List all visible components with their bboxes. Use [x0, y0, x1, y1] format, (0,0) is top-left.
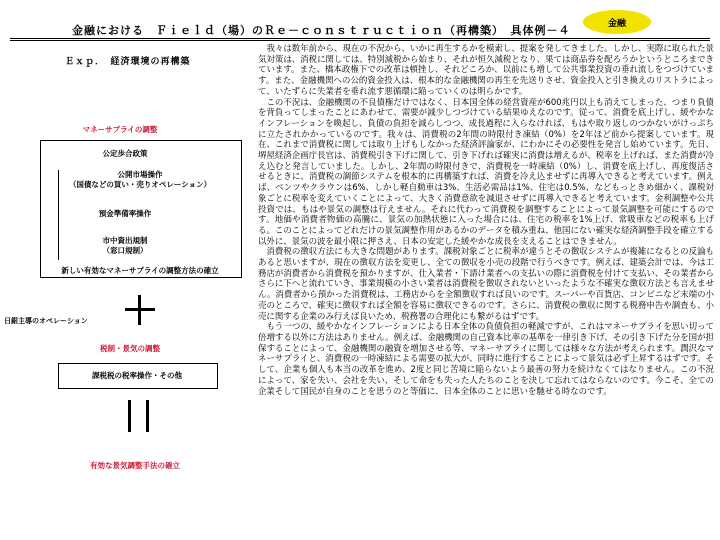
body-paragraph: 我々は数年前から、現在の不況から、いかに再生するかを模索し、提案を発してきました。しかし、実際に取られた景気対策は、消税に関しては、特別減税から始まり、それが恒久減税となり、果ては商品券を配ろうかというところまできています。また、橋本政権下での改革は頓挫し、それどころか、以前にも増して公共事業投資の垂れ流しをつづけています。また、金融機関への公的資金投入は、根本的な金融機関の再生を先送りさせ、資金投入と引き換えのリストラによって、いたずらに失業者を垂れ流す悪循環に陥っていくのは明らかです。 — [258, 43, 714, 96]
node-lending-regulation-sub: （窓口規制） — [102, 246, 148, 255]
plus-icon-bar-v — [138, 295, 141, 325]
example-label: Ｅｘｐ． 経済環境の再構築 — [65, 57, 191, 67]
boj-operation-label: 日銀主導のオペレーション — [4, 317, 88, 325]
body-paragraph: 消費税の徴収方法にも大きな問題があります。課税対象ごとに税率が違うとその徴収システムが複雑になるとの反論もあると思いますが、現在の徴収方法を変更し、全ての徴収を小売の段階で行うべきです。例えば、建築会計では、今は工務店が消費者から消費税を預かりますが、仕入業者・下請け業者への支払いの際に消費税を付けて支払い、その業者からさらに下へと流れていき、事業規模の小さい業者は消費税を徴収されないといったような不確実な徴収方法とも言えません。消費者から預かった消費税は、工務店からを全額徴収すれば良いのです。スーパーや百貨店、コンビニなど末端の小売のところで、確実に徴収すれば全額を容易に徴収できるのです。さらに、消費税の徴収に関する税務申告や調査も、小売に関する企業のみ行えば良いため、税務署の合理化にも繋がるはずです。 — [258, 246, 714, 321]
node-open-market-label: 公開市場操作 — [117, 170, 163, 179]
page-title: 金融における Ｆｉｅｌｄ（場）のＲｅ－ｃｏｎｓｔｒｕｃｔｉｏｎ（再構築） 具体例－４ — [72, 24, 571, 37]
category-badge: 金融 — [583, 10, 651, 34]
node-open-market — [45, 170, 235, 190]
equals-icon-bar-left — [128, 400, 131, 432]
node-lending-regulation-label: 市中資出規制 — [102, 236, 148, 245]
node-reserve-ratio-label: 預金準備率操作 — [98, 209, 152, 218]
node-open-market-sub: （国債などの買い・売りオペレーション） — [68, 180, 212, 189]
section-effective-method: 有効な景気調整手法の確立 — [90, 461, 180, 470]
header-divider-lower — [10, 40, 710, 41]
plus-icon — [125, 295, 155, 325]
node-discount-rate — [60, 149, 190, 159]
section-tax-adjustment: 税制・景気の調整 — [100, 344, 160, 353]
header-divider — [10, 38, 710, 39]
node-lending-regulation — [60, 236, 190, 256]
tax-operation-label: 課税税の税率操作・その他 — [92, 371, 182, 380]
section-money-supply: マネーサプライの調整 — [82, 125, 158, 134]
new-method-label: 新しい有効なマネーサプライの調整方法の確立 — [61, 266, 219, 275]
equals-icon — [124, 400, 154, 432]
body-paragraph: もう一つの、緩やかなインフレーションによる日本全体の負債負担の軽減ですが、これはマネーサプライを思い切って倍増する以外に方法はありません。例えば、金融機関の自己資本比率の基準を一律引き下げ、その引き下げた分を国が担保することによって、金融機関の融資を増加させる等、マネーサプライに関しては様々な方法が考えられます。潤沢なマネーサプライと、消費税の一時凍結による需要の拡大が、同時に進行することによって景気は必ず上昇するはずです。そして、企業も個人も本当の改革を進め、2度と同じ苦境に陥らないよう最善の努力を続けなくてはなりません。この不況によって、家を失い、会社を失い、そして命をも失った人たちのことを決して忘れてはならないのです。今こそ、全ての企業そして国民が自身のことを思うのと等価に、日本全体のことに思いを馳せる時なのです。 — [258, 321, 714, 396]
body-paragraph: この不況は、金融機関の不良債権だけではなく、日本国全体の経営資産が600兆円以上も消えてしまった、つまり負債を背負ってしまったことにあわせて、需要が減少しつづけている結果ゆえなのです。従って、消費を底上げし、緩やかなインフレーションを喚起し、負債の負担を減らしつつ、成長過程に入らなければ、もはや取り返しのつかないがけっぷちに立たされかかっているのです。我々は、消費税の2年間の時限付き凍結（0%）を2年ほど前から提案しています。現在、これまで消費税に関しては取り上げもしなかった経済評論家が、にわかにその必要性を発言し始めています。先日、堺屋経済企画庁長官は、消費税引き下げに関して、引き下げれば確実に消費は増えるが、税率を上げれば、また消費が冷え込むと発言していました。しかし、2年間の時限付きで、消費税を一時凍結（0%）し、消費を底上げし、再度復活させるときに、消費税の調節システムを根本的に再構築すれば、消費を冷え込ませずに再導入できると考えています。例えば、ベンツやクラウンは6%、しかし軽自動車は3%、生活必需品は1%、住宅は0.5%、などもっときめ細かく、課税対象ごとに税率を変えていくことによって、大きく消費意欲を減退させずに再導入できると考えています。金利調整や公共投資では、もはや景気の調整は行えません。それに代わって消費税を調整することによって景気調整を可能にするのです。地価や消費者物価の高騰に、景気の加熱状態に入った場合には、住宅の税率を1%上げ、常吸車などの税率も上げる。このことによってどれだけの景気調整作用があるかのデータを積み重ね、他国にない確実な経済調整手段を確立する以外に、景気の波を最小限に押さえ、日本の安定した緩やかな成長を支えることはできません。 — [258, 96, 714, 246]
equals-icon-bar-right — [146, 400, 149, 432]
node-reserve-ratio — [60, 209, 190, 219]
body-text — [258, 43, 714, 535]
node-discount-rate-label: 公定歩合政策 — [102, 149, 148, 158]
